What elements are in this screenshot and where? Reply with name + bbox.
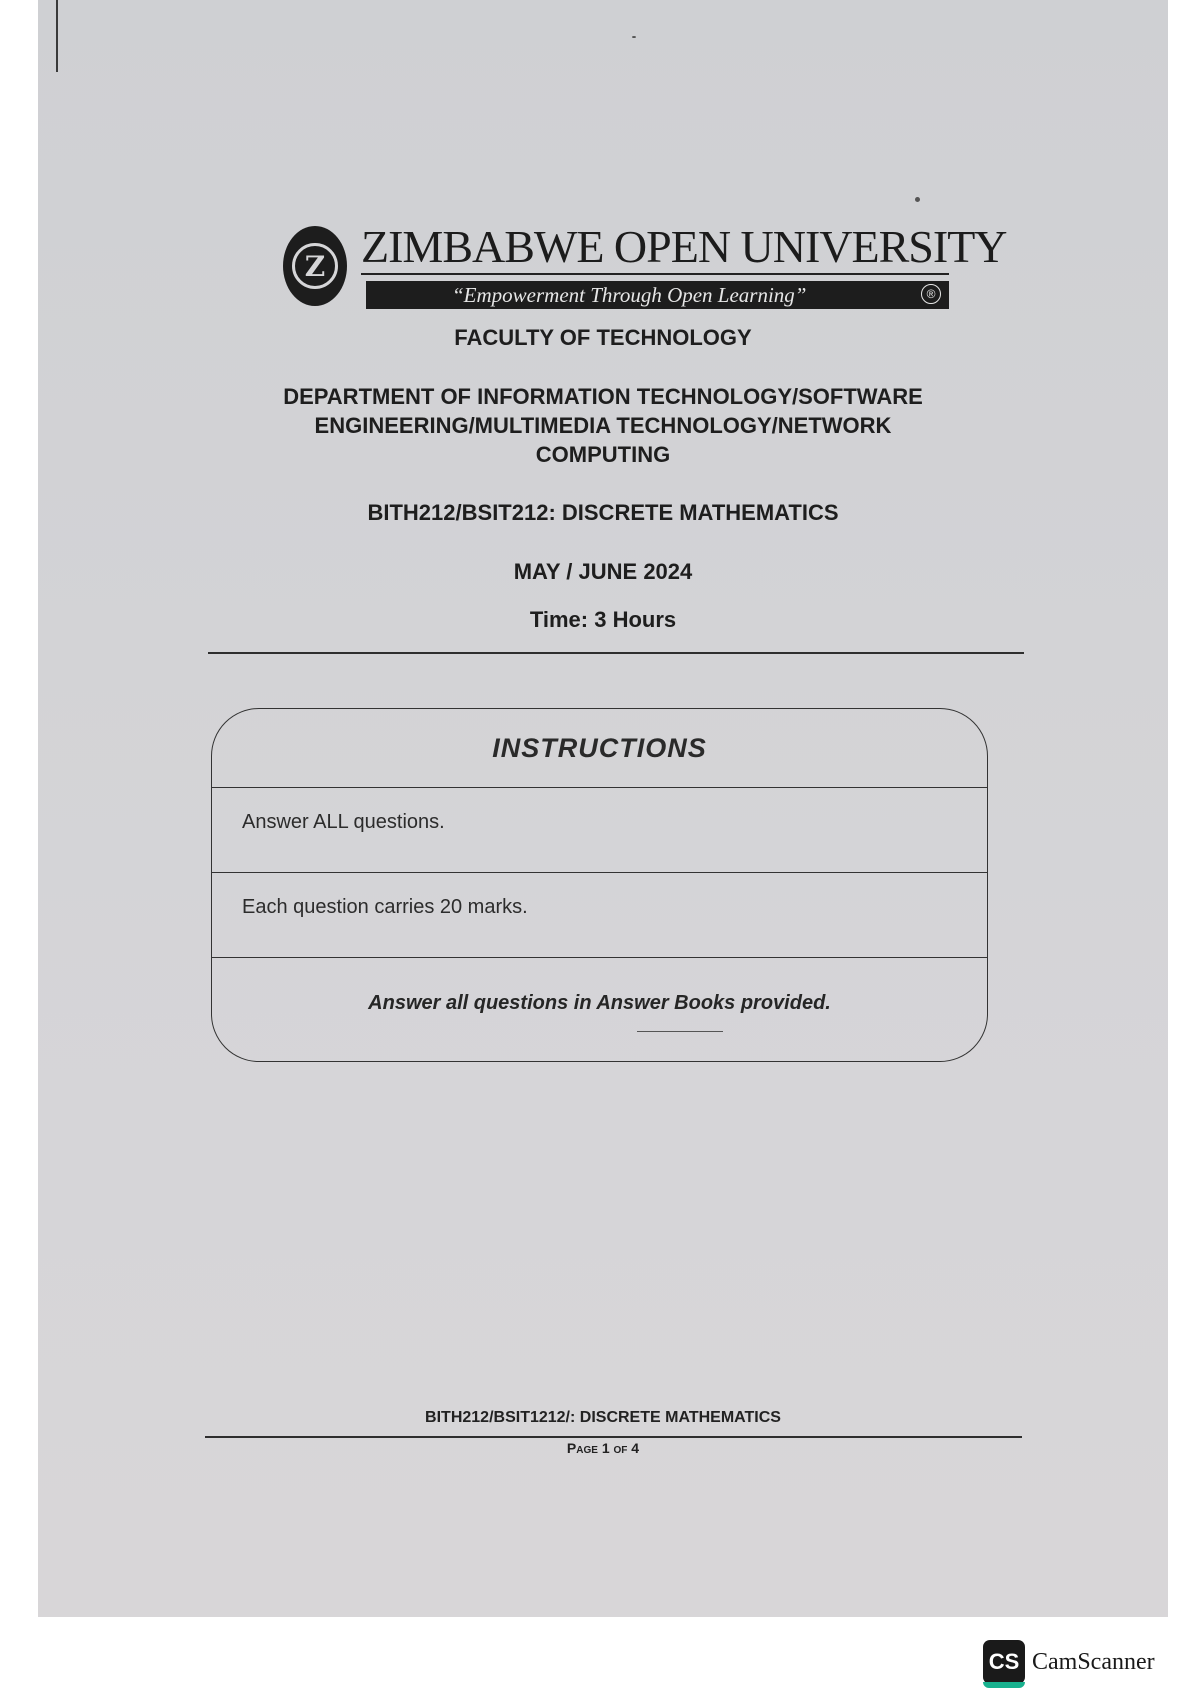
exam-duration: Time: 3 Hours [529, 607, 677, 632]
university-name: ZIMBABWE OPEN UNIVERSITY [361, 221, 1007, 272]
department-line: DEPARTMENT OF INFORMATION TECHNOLOGY/SOFTWARE [283, 384, 923, 409]
page-number: Page 1 of 4 [566, 1440, 640, 1456]
ink-mark [637, 1031, 723, 1032]
course-title: BITH212/BSIT212: DISCRETE MATHEMATICS [367, 500, 839, 525]
instruction-text: Answer ALL questions. [242, 811, 445, 833]
motto-banner [366, 281, 949, 309]
name-underline [361, 273, 949, 275]
instruction-text: Answer all questions in Answer Books provided. [368, 992, 831, 1014]
department-line: ENGINEERING/MULTIMEDIA TECHNOLOGY/NETWORK [314, 413, 892, 438]
department-title [38, 382, 1168, 469]
logo-letter: Z [292, 243, 338, 289]
camscanner-label: CamScanner [1032, 1648, 1155, 1675]
camscanner-logo-icon: CS [983, 1640, 1025, 1684]
scanned-page [38, 0, 1168, 1617]
exam-session: MAY / JUNE 2024 [513, 559, 693, 584]
instruction-row [212, 873, 987, 958]
university-logo [278, 220, 1007, 316]
camscanner-watermark [983, 1640, 1155, 1684]
header-divider [208, 652, 1024, 654]
speck [915, 197, 920, 202]
instruction-row [212, 958, 987, 1058]
logo-emblem-icon [283, 226, 347, 306]
footer-course-title: BITH212/BSIT1212/: DISCRETE MATHEMATICS [425, 1409, 781, 1426]
instructions-header [212, 709, 987, 788]
instruction-text: Each question carries 20 marks. [242, 896, 528, 918]
motto: “Empowerment Through Open Learning” [452, 282, 807, 307]
speck [632, 36, 636, 38]
faculty-title: FACULTY OF TECHNOLOGY [454, 325, 752, 350]
registered-mark-icon: ® [921, 284, 941, 304]
department-line: COMPUTING [535, 442, 671, 467]
edge-mark [56, 0, 58, 72]
instruction-row [212, 788, 987, 873]
footer-divider [205, 1436, 1022, 1438]
instructions-box [211, 708, 988, 1062]
instructions-title: INSTRUCTIONS [492, 732, 707, 763]
